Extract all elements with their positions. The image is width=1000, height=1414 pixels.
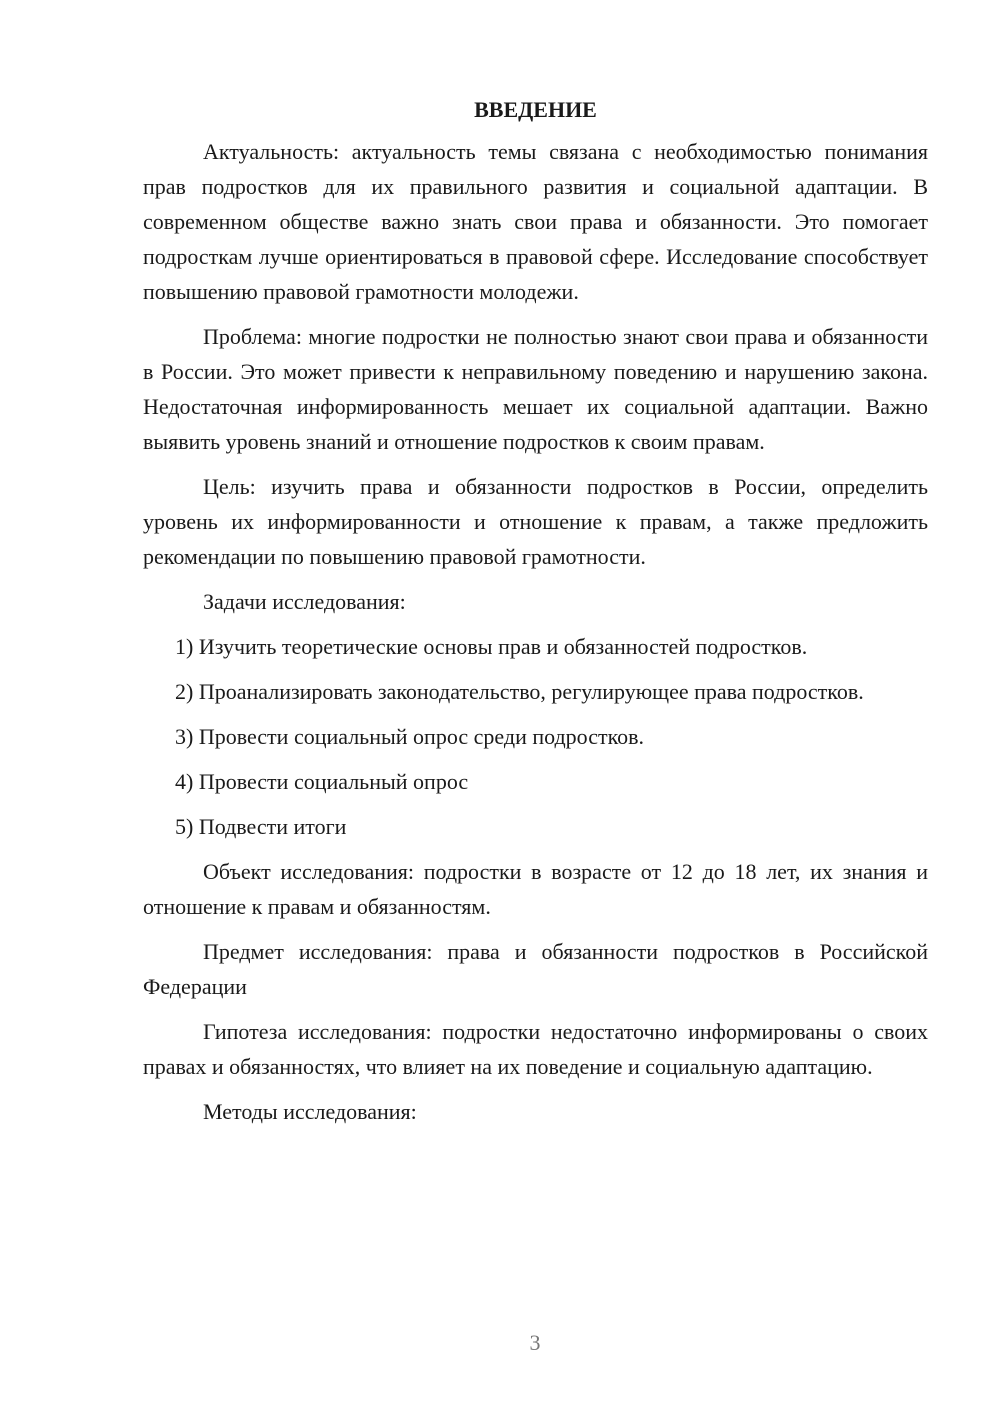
task-item: 3) Провести социальный опрос среди подростков.: [175, 724, 645, 749]
hypothesis-paragraph: Гипотеза исследования: подростки недостаточно информированы о своих правах и обязанностях, что влияет на их поведение и социальную адаптацию.: [143, 1019, 928, 1079]
tasks-heading: Задачи исследования:: [203, 589, 406, 614]
document-body: [143, 92, 928, 1139]
problem-paragraph: Проблема: многие подростки не полностью знают свои права и обязанности в России. Это может привести к неправильному поведению и нарушению закона. Недостаточная информированность мешает их социальной адаптации. Важно выявить уровень знаний и отношение подростков к своим правам.: [143, 324, 928, 454]
goal-paragraph: Цель: изучить права и обязанности подростков в России, определить уровень их информированности и отношение к правам, а также предложить рекомендации по повышению правовой грамотности.: [143, 474, 928, 569]
relevance-paragraph: Актуальность: актуальность темы связана с необходимостью понимания прав подростков для их правильного развития и социальной адаптации. В современном обществе важно знать свои права и обязанности. Это помогает подросткам лучше ориентироваться в правовой сфере. Исследование способствует повышению правовой грамотности молодежи.: [143, 139, 928, 304]
task-item: 4) Провести социальный опрос: [175, 769, 469, 794]
section-heading: ВВЕДЕНИЕ: [474, 97, 597, 122]
task-item: 2) Проанализировать законодательство, регулирующее права подростков.: [175, 679, 864, 704]
object-paragraph: Объект исследования: подростки в возрасте от 12 до 18 лет, их знания и отношение к правам и обязанностям.: [143, 859, 928, 919]
subject-paragraph: Предмет исследования: права и обязанности подростков в Российской Федерации: [143, 939, 928, 999]
page-number: 3: [529, 1330, 541, 1355]
methods-heading: Методы исследования:: [203, 1099, 417, 1124]
task-item: 1) Изучить теоретические основы прав и обязанностей подростков.: [175, 634, 808, 659]
task-item: 5) Подвести итоги: [175, 814, 347, 839]
